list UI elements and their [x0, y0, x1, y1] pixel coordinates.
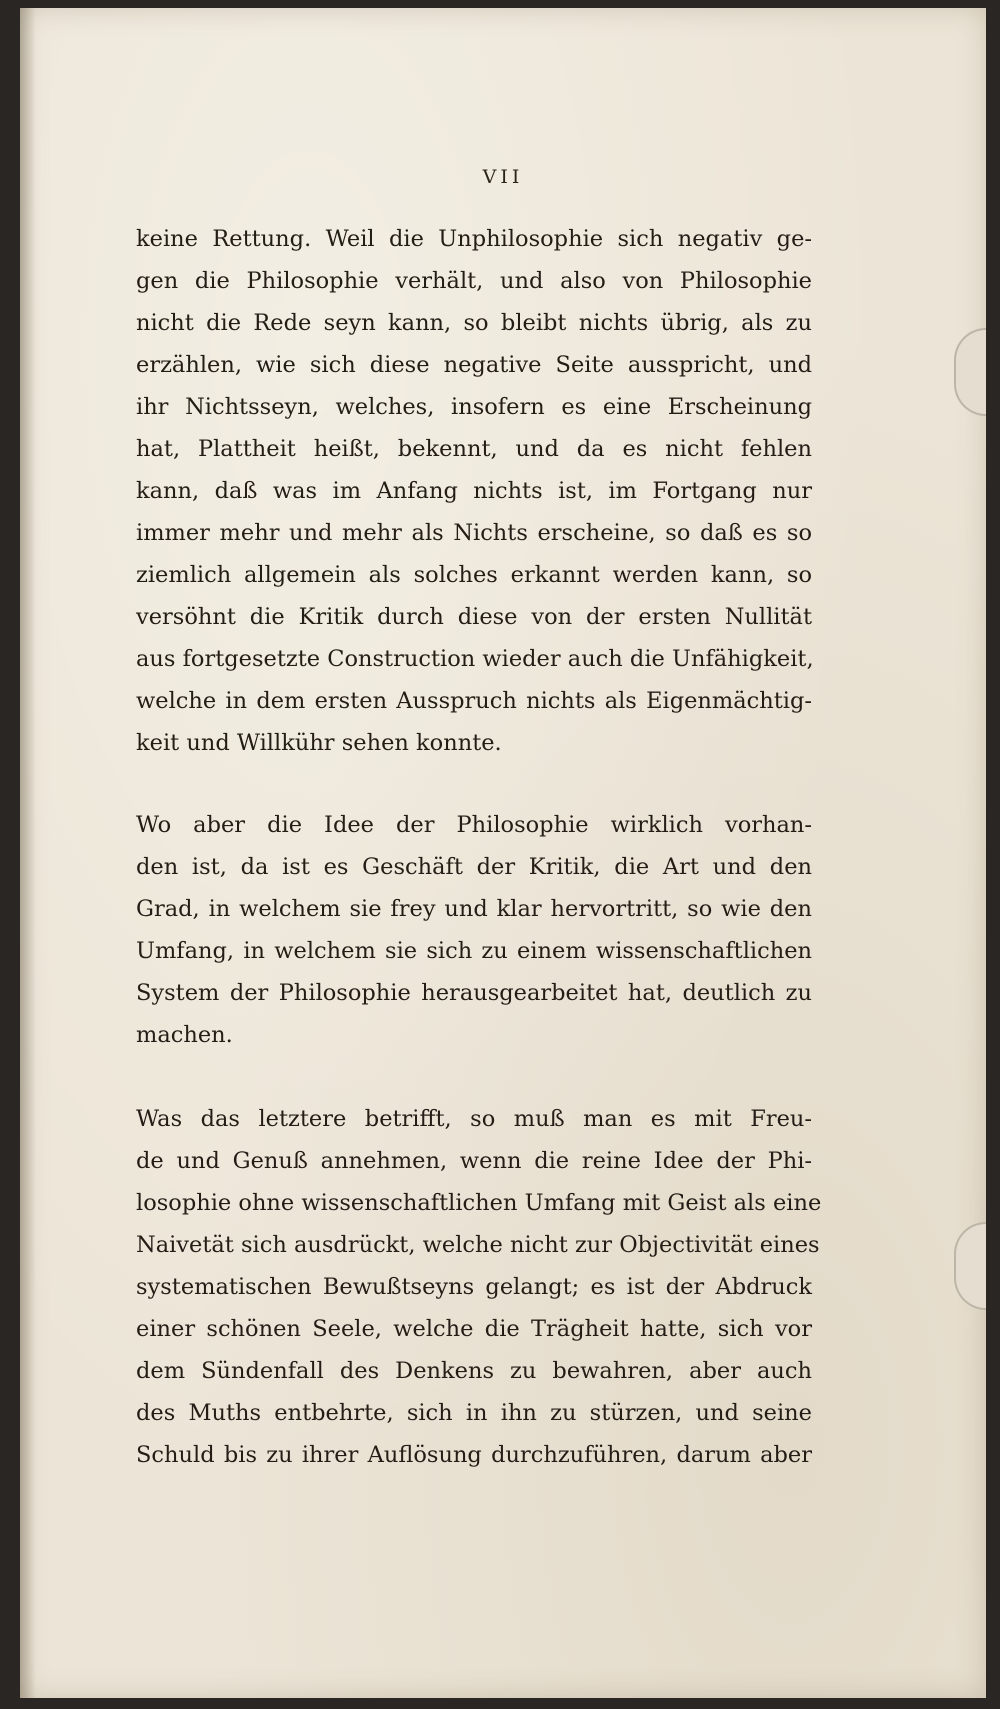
- text-line: Naivetät sich ausdrückt, welche nicht zur Objectivität eines: [136, 1232, 820, 1258]
- text-line: ihr Nichtsseyn, welches, insofern es eine Erscheinung: [136, 394, 812, 420]
- text-line: aus fortgesetzte Construction wieder auch die Unfähigkeit,: [136, 646, 814, 672]
- text-line: keit und Willkühr sehen konnte.: [136, 730, 502, 756]
- text-line: systematischen Bewußtseyns gelangt; es ist der Abdruck: [136, 1274, 812, 1300]
- binding-gutter-shadow: [20, 8, 36, 1698]
- paragraph-1: [136, 218, 812, 764]
- text-line: System der Philosophie herausgearbeitet hat, deutlich zu: [136, 980, 812, 1006]
- text-line: immer mehr und mehr als Nichts erscheine, so daß es so: [136, 520, 812, 546]
- page-number: VII: [482, 166, 524, 188]
- text-line: versöhnt die Kritik durch diese von der ersten Nullität: [136, 604, 812, 630]
- text-line: dem Sündenfall des Denkens zu bewahren, aber auch: [136, 1358, 812, 1384]
- text-line: de und Genuß annehmen, wenn die reine Idee der Phi-: [136, 1148, 812, 1174]
- text-line: Grad, in welchem sie frey und klar hervortritt, so wie den: [136, 896, 812, 922]
- text-line: einer schönen Seele, welche die Trägheit hatte, sich vor: [136, 1316, 812, 1342]
- text-line: gen die Philosophie verhält, und also von Philosophie: [136, 268, 812, 294]
- text-line: Wo aber die Idee der Philosophie wirklich vorhan-: [136, 812, 812, 838]
- paragraph-3: [136, 1098, 822, 1476]
- text-line: keine Rettung. Weil die Unphilosophie sich negativ ge-: [136, 226, 812, 252]
- text-line: machen.: [136, 1022, 233, 1048]
- text-line: des Muths entbehrte, sich in ihn zu stürzen, und seine: [136, 1400, 812, 1426]
- text-line: erzählen, wie sich diese negative Seite ausspricht, und: [136, 352, 812, 378]
- text-line: kann, daß was im Anfang nichts ist, im Fortgang nur: [136, 478, 812, 504]
- text-line: hat, Plattheit heißt, bekennt, und da es nicht fehlen: [136, 436, 812, 462]
- text-line: Was das letztere betrifft, so muß man es mit Freu-: [136, 1106, 812, 1132]
- text-line: Umfang, in welchem sie sich zu einem wissenschaftlichen: [136, 938, 812, 964]
- paragraph-2: [136, 804, 812, 1056]
- text-line: nicht die Rede seyn kann, so bleibt nichts übrig, als zu: [136, 310, 812, 336]
- book-page: [20, 8, 986, 1698]
- text-line: welche in dem ersten Ausspruch nichts als Eigenmächtig-: [136, 688, 812, 714]
- text-line: ziemlich allgemein als solches erkannt werden kann, so: [136, 562, 812, 588]
- text-line: den ist, da ist es Geschäft der Kritik, die Art und den: [136, 854, 812, 880]
- text-line: losophie ohne wissenschaftlichen Umfang mit Geist als eine: [136, 1190, 822, 1216]
- text-line: Schuld bis zu ihrer Auflösung durchzuführen, darum aber: [136, 1442, 812, 1468]
